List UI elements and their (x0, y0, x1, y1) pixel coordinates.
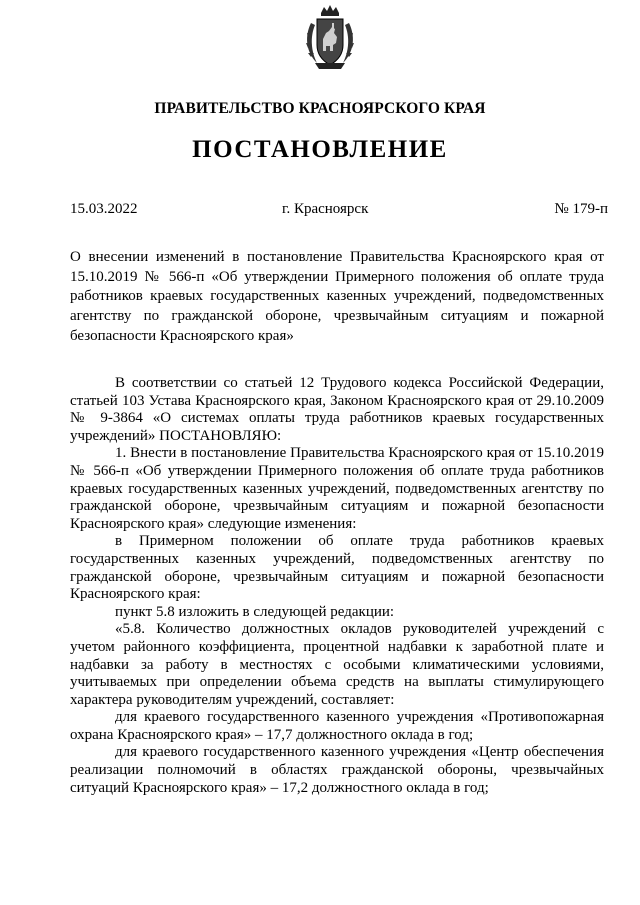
document-type-heading: ПОСТАНОВЛЕНИЕ (192, 136, 448, 163)
body-paragraph: В соответствии со статьей 12 Трудового кодекса Российской Федерации, статьей 103 Устава Красноярского края, Законом Красноярского края от 29.10.2009 № 9-3864 «О системах оплаты труда работников краевых государственных учреждений» ПОСТАНОВЛЯЮ: (70, 375, 604, 444)
document-title: О внесении изменений в постановление Правительства Красноярского края от 15.10.2019 № 566-п «Об утверждении Примерного положения об оплате труда работников краевых государственных казенных учреждений, подведомственных агентству по гражданской обороне, чрезвычайным ситуациям и пожарной безопасности Красноярского края» (70, 249, 604, 344)
body-paragraph: 1. Внести в постановление Правительства Красноярского края от 15.10.2019 № 566-п «Об утверждении Примерного положения об оплате труда работников краевых государственных казенных учреждений, подведомственных агентству по гражданской обороне, чрезвычайным ситуациям и пожарной безопасности Красноярского края» следующие изменения: (70, 445, 604, 532)
coat-of-arms-icon (299, 3, 361, 73)
body-paragraph: для краевого государственного казенного учреждения «Центр обеспечения реализации полномочий в областях гражданской обороны, чрезвычайных ситуаций Красноярского края» – 17,2 должностного оклада в год; (70, 744, 604, 796)
document-number: № 179-п (554, 201, 608, 217)
document-date: 15.03.2022 (70, 201, 138, 217)
body-paragraph: в Примерном положении об оплате труда работников краевых государственных казенных учреждений, подведомственных агентству по гражданской обороне, чрезвычайным ситуациям и пожарной безопасности Красноярского края: (70, 533, 604, 603)
organization-name: ПРАВИТЕЛЬСТВО КРАСНОЯРСКОГО КРАЯ (154, 100, 486, 117)
body-paragraph: «5.8. Количество должностных окладов руководителей учреждений с учетом районного коэффициента, процентной надбавки к заработной плате и надбавки за работу в местностях с особыми климатическими условиями, учитываемых при определении объема средств на выплаты стимулирующего характера руководителям учреждений, составляет: (70, 621, 604, 708)
body-paragraph: для краевого государственного казенного учреждения «Противопожарная охрана Красноярского края» – 17,7 должностного оклада в год; (70, 709, 604, 743)
document-city: г. Красноярск (282, 201, 369, 217)
document-body (70, 375, 604, 797)
body-paragraph: пункт 5.8 изложить в следующей редакции: (115, 603, 395, 620)
